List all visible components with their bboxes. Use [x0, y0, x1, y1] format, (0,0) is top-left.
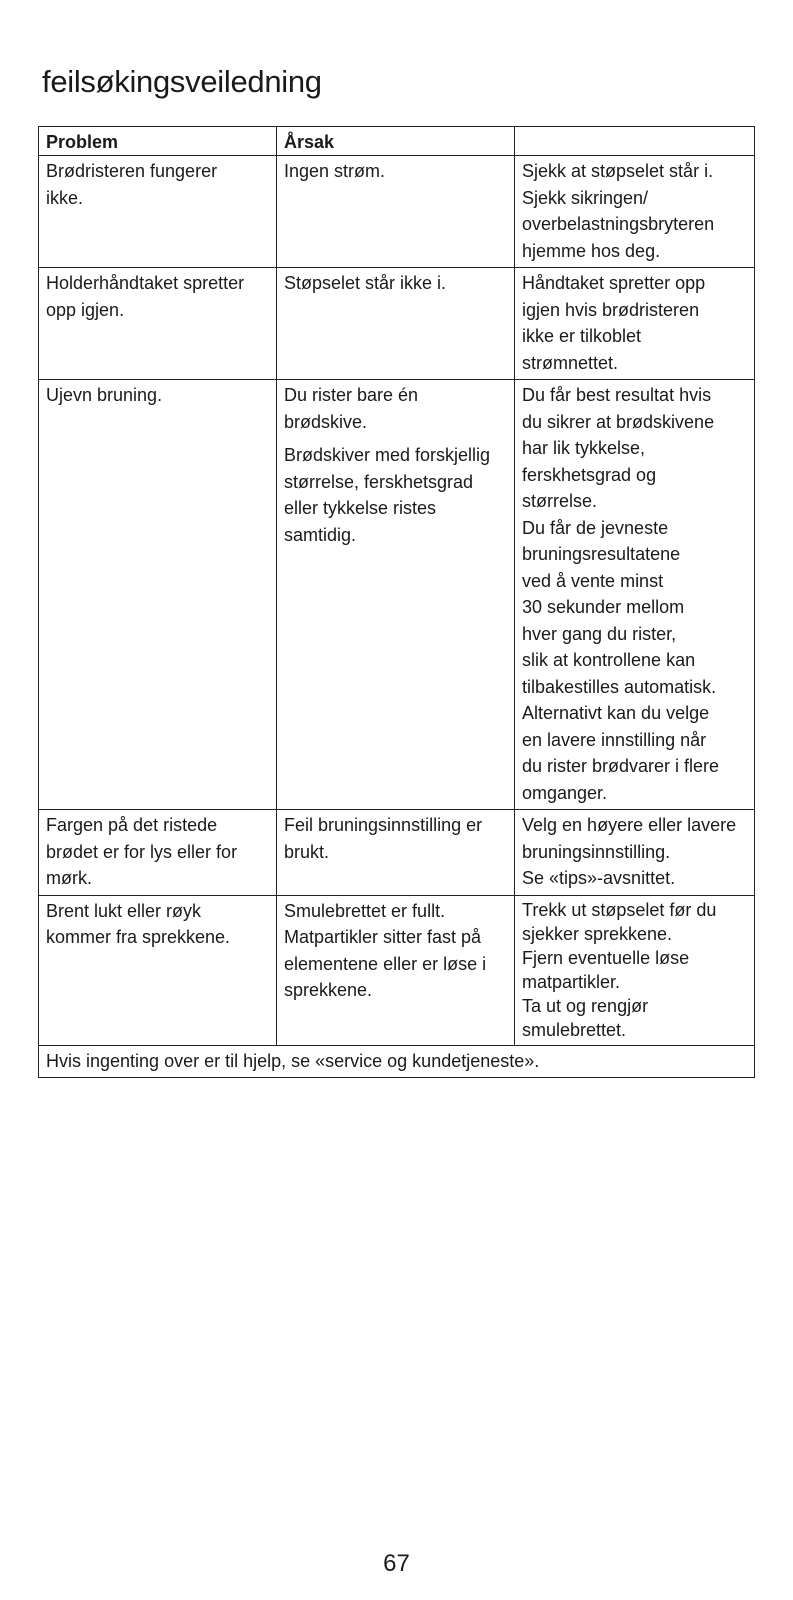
- solution-text: Se «tips»-avsnittet.: [522, 868, 676, 888]
- cause-text: Du rister bare én: [284, 385, 419, 405]
- solution-text: Velg en høyere eller lavere: [522, 815, 737, 835]
- cause-text: eller tykkelse ristes: [284, 498, 437, 518]
- problem-text: brødet er for lys eller for: [46, 841, 238, 862]
- table-row: [39, 380, 755, 810]
- problem-text: opp igjen.: [46, 299, 125, 320]
- cause-text: Brødskiver med forskjellig: [284, 445, 491, 465]
- footer-note: Hvis ingenting over er til hjelp, se «service og kundetjeneste».: [39, 1045, 755, 1078]
- solution-text: Fjern eventuelle løse: [522, 947, 690, 968]
- cause-cell: [277, 895, 515, 1045]
- problem-text: Fargen på det ristede: [46, 815, 218, 835]
- problem-cell: [39, 380, 277, 810]
- solution-text: matpartikler.: [522, 971, 621, 992]
- cause-text: elementene eller er løse i: [284, 953, 487, 974]
- header-problem: Problem: [39, 127, 277, 156]
- solution-text: tilbakestilles automatisk.: [522, 676, 717, 697]
- cause-cell: [277, 380, 515, 810]
- cause-text: sprekkene.: [284, 980, 373, 1000]
- footer-row: [39, 1045, 755, 1078]
- cause-paragraph: [284, 898, 507, 1004]
- solution-text: hver gang du rister,: [522, 623, 677, 644]
- problem-cell: [39, 810, 277, 896]
- solution-cell: [515, 810, 755, 896]
- solution-text: sjekker sprekkene.: [522, 923, 673, 944]
- problem-text: ikke.: [46, 187, 84, 208]
- solution-text: slik at kontrollene kan: [522, 650, 696, 670]
- solution-text: strømnettet.: [522, 352, 619, 373]
- solution-text: du sikrer at brødskivene: [522, 411, 715, 432]
- solution-text: igjen hvis brødristeren: [522, 299, 700, 320]
- solution-text: ikke er tilkoblet: [522, 326, 642, 346]
- solution-text: du rister brødvarer i flere: [522, 756, 720, 776]
- cause-cell: [277, 810, 515, 896]
- cause-text: Ingen strøm.: [284, 161, 386, 181]
- solution-text: bruningsinnstilling.: [522, 841, 671, 862]
- header-row: [39, 127, 755, 156]
- problem-cell: [39, 895, 277, 1045]
- cause-text: Feil bruningsinnstilling er: [284, 815, 483, 835]
- table-row: [39, 810, 755, 896]
- problem-text: mørk.: [46, 868, 92, 888]
- cause-text: samtidig.: [284, 524, 357, 545]
- problem-text: Brent lukt eller røyk: [46, 900, 202, 921]
- cause-text: størrelse, ferskhetsgrad: [284, 471, 474, 492]
- solution-text: Du får de jevneste: [522, 517, 669, 538]
- problem-cell: [39, 268, 277, 380]
- cause-paragraph: [284, 158, 507, 185]
- solution-text: hjemme hos deg.: [522, 240, 661, 261]
- solution-text: 30 sekunder mellom: [522, 597, 685, 617]
- problem-text: Holderhåndtaket spretter: [46, 273, 245, 293]
- cause-paragraph: [284, 442, 507, 548]
- solution-text: overbelastningsbryteren: [522, 214, 715, 234]
- problem-text: kommer fra sprekkene.: [46, 927, 231, 947]
- table-row: [39, 268, 755, 380]
- solution-text: har lik tykkelse,: [522, 438, 646, 458]
- cause-text: brukt.: [284, 841, 330, 862]
- solution-text: størrelse.: [522, 491, 598, 511]
- page-title: feilsøkingsveiledning: [42, 64, 322, 99]
- header-cause: Årsak: [277, 127, 515, 156]
- problem-text: Brødristeren fungerer: [46, 161, 218, 181]
- solution-text: en lavere innstilling når: [522, 729, 707, 750]
- cause-paragraph: [284, 382, 507, 435]
- solution-cell: [515, 268, 755, 380]
- cause-text: Smulebrettet er fullt.: [284, 900, 446, 921]
- problem-cell: [39, 156, 277, 268]
- solution-text: Ta ut og rengjør: [522, 995, 649, 1016]
- solution-cell: [515, 156, 755, 268]
- cause-cell: [277, 156, 515, 268]
- cause-paragraph: [284, 270, 507, 297]
- solution-text: Sjekk at støpselet står i.: [522, 161, 714, 181]
- cause-text: Matpartikler sitter fast på: [284, 927, 482, 947]
- solution-text: Alternativt kan du velge: [522, 703, 710, 723]
- cause-text: Støpselet står ikke i.: [284, 273, 447, 293]
- cause-text: brødskive.: [284, 411, 368, 432]
- header-solution: [515, 127, 755, 156]
- solution-text: ved å vente minst: [522, 570, 664, 591]
- solution-cell: [515, 380, 755, 810]
- solution-text: Sjekk sikringen/: [522, 187, 649, 208]
- table-row: [39, 895, 755, 1045]
- solution-cell: [515, 895, 755, 1045]
- cause-cell: [277, 268, 515, 380]
- solution-text: Trekk ut støpselet før du: [522, 899, 717, 920]
- solution-text: Du får best resultat hvis: [522, 385, 712, 405]
- table-row: [39, 156, 755, 268]
- solution-text: omganger.: [522, 782, 608, 803]
- solution-text: ferskhetsgrad og: [522, 464, 657, 485]
- problem-text: Ujevn bruning.: [46, 385, 163, 405]
- solution-text: Håndtaket spretter opp: [522, 273, 706, 293]
- solution-text: smulebrettet.: [522, 1019, 627, 1040]
- page-number: 67: [383, 1550, 410, 1577]
- solution-text: bruningsresultatene: [522, 544, 681, 564]
- cause-paragraph: [284, 812, 507, 865]
- troubleshooting-table: [38, 126, 755, 1078]
